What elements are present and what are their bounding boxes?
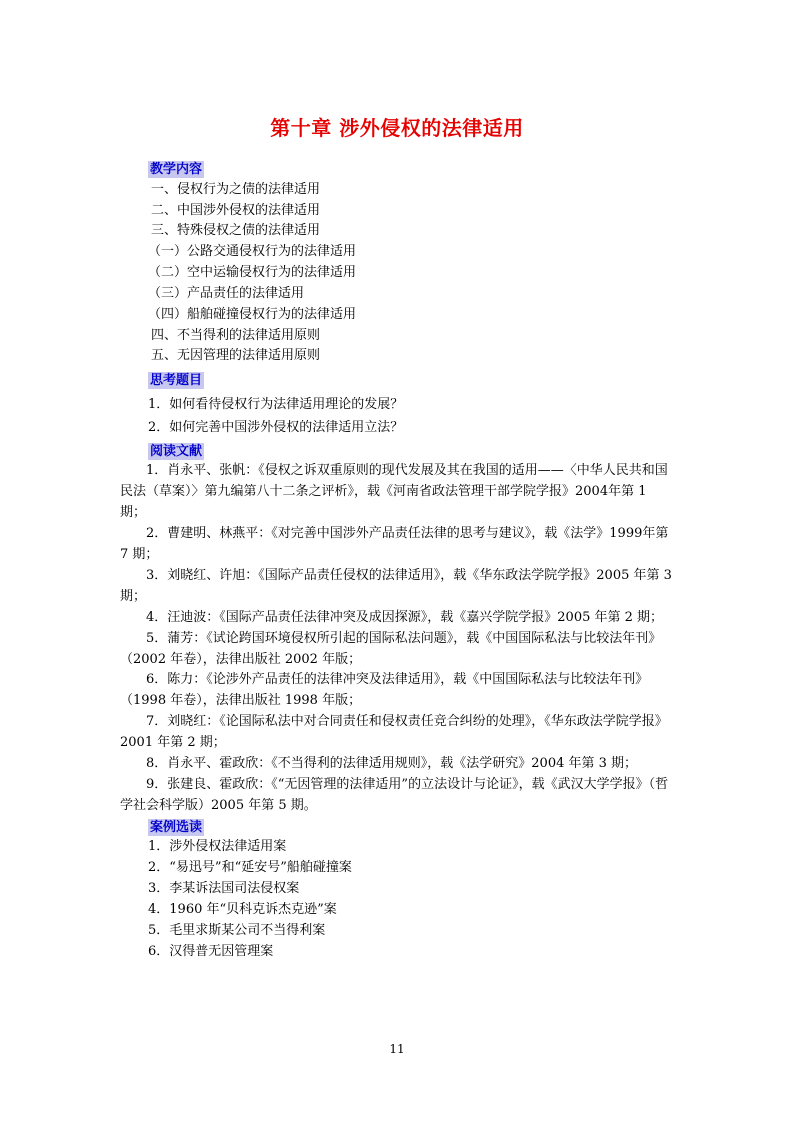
case-item: 4．1960 年“贝科克诉杰克逊”案: [148, 902, 337, 917]
case-item: 3．李某诉法国司法侵权案: [148, 881, 300, 896]
teaching-item: 五、无因管理的法律适用原则: [151, 348, 321, 363]
reading-item: 6．陈力：《论涉外产品责任的法律冲突及法律适用》，载《中国国际私法与比较法年刊》（1998 年卷），法律出版社 1998 年版；: [120, 672, 649, 708]
case-item: 6．汉得普无因管理案: [148, 944, 274, 959]
case-item: 2．“易迅号”和“延安号”船舶碰撞案: [148, 860, 352, 875]
reading-item: 8．肖永平、霍政欣：《不当得利的法律适用规则》，载《法学研究》2004 年第 3 期；: [146, 756, 638, 771]
reading-item: 9．张建良、霍政欣：《“无因管理的法律适用”的立法设计与论证》，载《武汉大学学报》（哲学社会科学版）2005 年第 5 期。: [120, 777, 669, 813]
section-heading-teaching: 教学内容: [150, 162, 203, 177]
page-number: 11: [389, 1042, 405, 1056]
reading-item: 2．曹建明、林燕平：《对完善中国涉外产品责任法律的思考与建议》，载《法学》1999年第 7 期；: [120, 526, 669, 562]
section-heading-questions: 思考题目: [150, 373, 203, 388]
reading-item: 1．肖永平、张帆：《侵权之诉双重原则的现代发展及其在我国的适用——〈中华人民共和国民法（草案）〉第九编第八十二条之评析》，载《河南省政法管理干部学院学报》2004年第 1 期；: [120, 463, 668, 520]
case-item: 1．涉外侵权法律适用案: [148, 839, 287, 854]
teaching-item: （一）公路交通侵权行为的法律适用: [148, 244, 357, 259]
teaching-item: 一、侵权行为之债的法律适用: [151, 182, 321, 197]
case-item: 5．毛里求斯某公司不当得利案: [148, 923, 326, 938]
reading-item: 4．汪迪波：《国际产品责任法律冲突及成因探源》，载《嘉兴学院学报》2005 年第 2 期；: [146, 610, 664, 625]
teaching-item: （四）船舶碰撞侵权行为的法律适用: [148, 307, 357, 322]
teaching-item: 四、不当得利的法律适用原则: [151, 328, 321, 343]
teaching-item: 二、中国涉外侵权的法律适用: [151, 203, 321, 218]
teaching-item: （二）空中运输侵权行为的法律适用: [148, 265, 357, 280]
chapter-title: 第十章 涉外侵权的法律适用: [270, 116, 524, 140]
question-item: 1．如何看待侵权行为法律适用理论的发展？: [148, 397, 404, 412]
teaching-item: （三）产品责任的法律适用: [148, 286, 305, 301]
reading-item: 3．刘晓红、许旭：《国际产品责任侵权的法律适用》，载《华东政法学院学报》2005 年第 3 期；: [120, 568, 672, 604]
section-heading-readings: 阅读文献: [150, 444, 203, 459]
section-heading-cases: 案例选读: [150, 820, 203, 835]
reading-item: 7．刘晓红：《论国际私法中对合同责任和侵权责任竞合纠纷的处理》，《华东政法学院学报》2001 年第 2 期；: [120, 714, 668, 750]
teaching-item: 三、特殊侵权之债的法律适用: [151, 223, 321, 238]
question-item: 2．如何完善中国涉外侵权的法律适用立法？: [148, 420, 404, 435]
reading-item: 5．蒲芳：《试论跨国环境侵权所引起的国际私法问题》，载《中国国际私法与比较法年刊》（2002 年卷），法律出版社 2002 年版；: [120, 631, 662, 667]
